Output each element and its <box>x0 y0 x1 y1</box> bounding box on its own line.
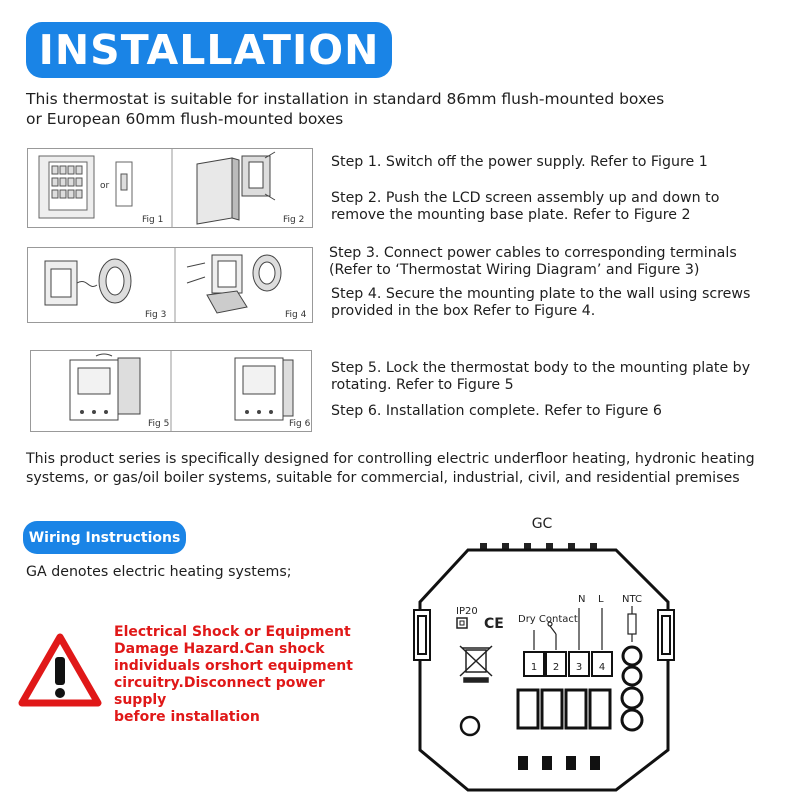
terminal-1-label: 1 <box>530 662 538 673</box>
warning-line-3: individuals orshort equipment <box>114 658 353 674</box>
live-label: L <box>598 594 604 605</box>
warning-line-2: Damage Hazard.Can shock <box>114 641 325 657</box>
figure-row-2 <box>27 247 313 323</box>
fig6-installed-illustration <box>235 358 293 420</box>
ce-mark-icon: CE <box>484 616 504 632</box>
fig3-caption: Fig 3 <box>145 310 167 320</box>
wiring-instructions-badge <box>23 521 186 554</box>
step-6 <box>331 403 662 420</box>
fig6-caption: Fig 6 <box>289 419 311 429</box>
page-title-text: INSTALLATION <box>38 26 380 74</box>
warning-text <box>114 624 374 726</box>
figure-row-1 <box>27 148 313 228</box>
step-3-line-1: Step 3. Connect power cables to corresponding terminals <box>329 245 737 261</box>
step-2-line-2: remove the mounting base plate. Refer to Figure 2 <box>331 207 691 223</box>
neutral-label: N <box>578 594 586 605</box>
warning-line-1: Electrical Shock or Equipment <box>114 624 351 640</box>
intro-line-1: This thermostat is suitable for installation in standard 86mm flush-mounted boxes <box>26 90 665 108</box>
page-title <box>26 22 392 78</box>
terminal-4-label: 4 <box>598 662 606 673</box>
product-description <box>26 450 786 488</box>
fig1-caption: Fig 1 <box>142 215 164 225</box>
dry-contact-label: Dry Contact <box>518 614 578 625</box>
product-description-line-1: This product series is specifically designed for controlling electric underfloor heating, hydronic heating <box>26 451 755 467</box>
step-1 <box>331 154 708 171</box>
intro-line-2: or European 60mm flush-mounted boxes <box>26 110 344 128</box>
intro-text <box>26 89 766 129</box>
step-2-line-1: Step 2. Push the LCD screen assembly up and down to <box>331 190 720 206</box>
step-4-line-1: Step 4. Secure the mounting plate to the wall using screws <box>331 286 751 302</box>
warning-line-5: before installation <box>114 709 260 725</box>
terminal-2-label: 2 <box>552 662 560 673</box>
product-description-line-2: systems, or gas/oil boiler systems, suitable for commercial, industrial, civil, and residential premises <box>26 470 740 486</box>
step-5-line-1: Step 5. Lock the thermostat body to the mounting plate by <box>331 360 751 376</box>
fig1-or-label: or <box>100 181 110 191</box>
fig2-caption: Fig 2 <box>283 215 305 225</box>
terminal-3-label: 3 <box>575 662 583 673</box>
step-4-line-2: provided in the box Refer to Figure 4. <box>331 303 596 319</box>
warning-triangle-icon <box>18 633 102 711</box>
model-label: GC <box>531 516 553 532</box>
fig5-caption: Fig 5 <box>148 419 170 429</box>
fig5-lock-body-illustration <box>70 354 140 420</box>
thermostat-wiring-diagram <box>410 510 680 799</box>
fig4-caption: Fig 4 <box>285 310 307 320</box>
ntc-label: NTC <box>622 594 642 605</box>
step-5-line-2: rotating. Refer to Figure 5 <box>331 377 514 393</box>
figure-row-3 <box>30 350 312 432</box>
ga-note: GA denotes electric heating systems; <box>26 564 292 580</box>
ip-rating-label: IP20 <box>456 606 478 617</box>
step-3-line-2: (Refer to ‘Thermostat Wiring Diagram’ and Figure 3) <box>329 262 700 278</box>
step-6-text: Step 6. Installation complete. Refer to Figure 6 <box>331 403 662 419</box>
warning-line-4: circuitry.Disconnect power supply <box>114 675 325 708</box>
step-5 <box>331 360 750 394</box>
step-1-text: Step 1. Switch off the power supply. Refer to Figure 1 <box>331 154 708 170</box>
wiring-instructions-label: Wiring Instructions <box>28 529 181 546</box>
step-3 <box>329 245 737 279</box>
step-4 <box>331 286 750 320</box>
step-2 <box>331 190 719 224</box>
